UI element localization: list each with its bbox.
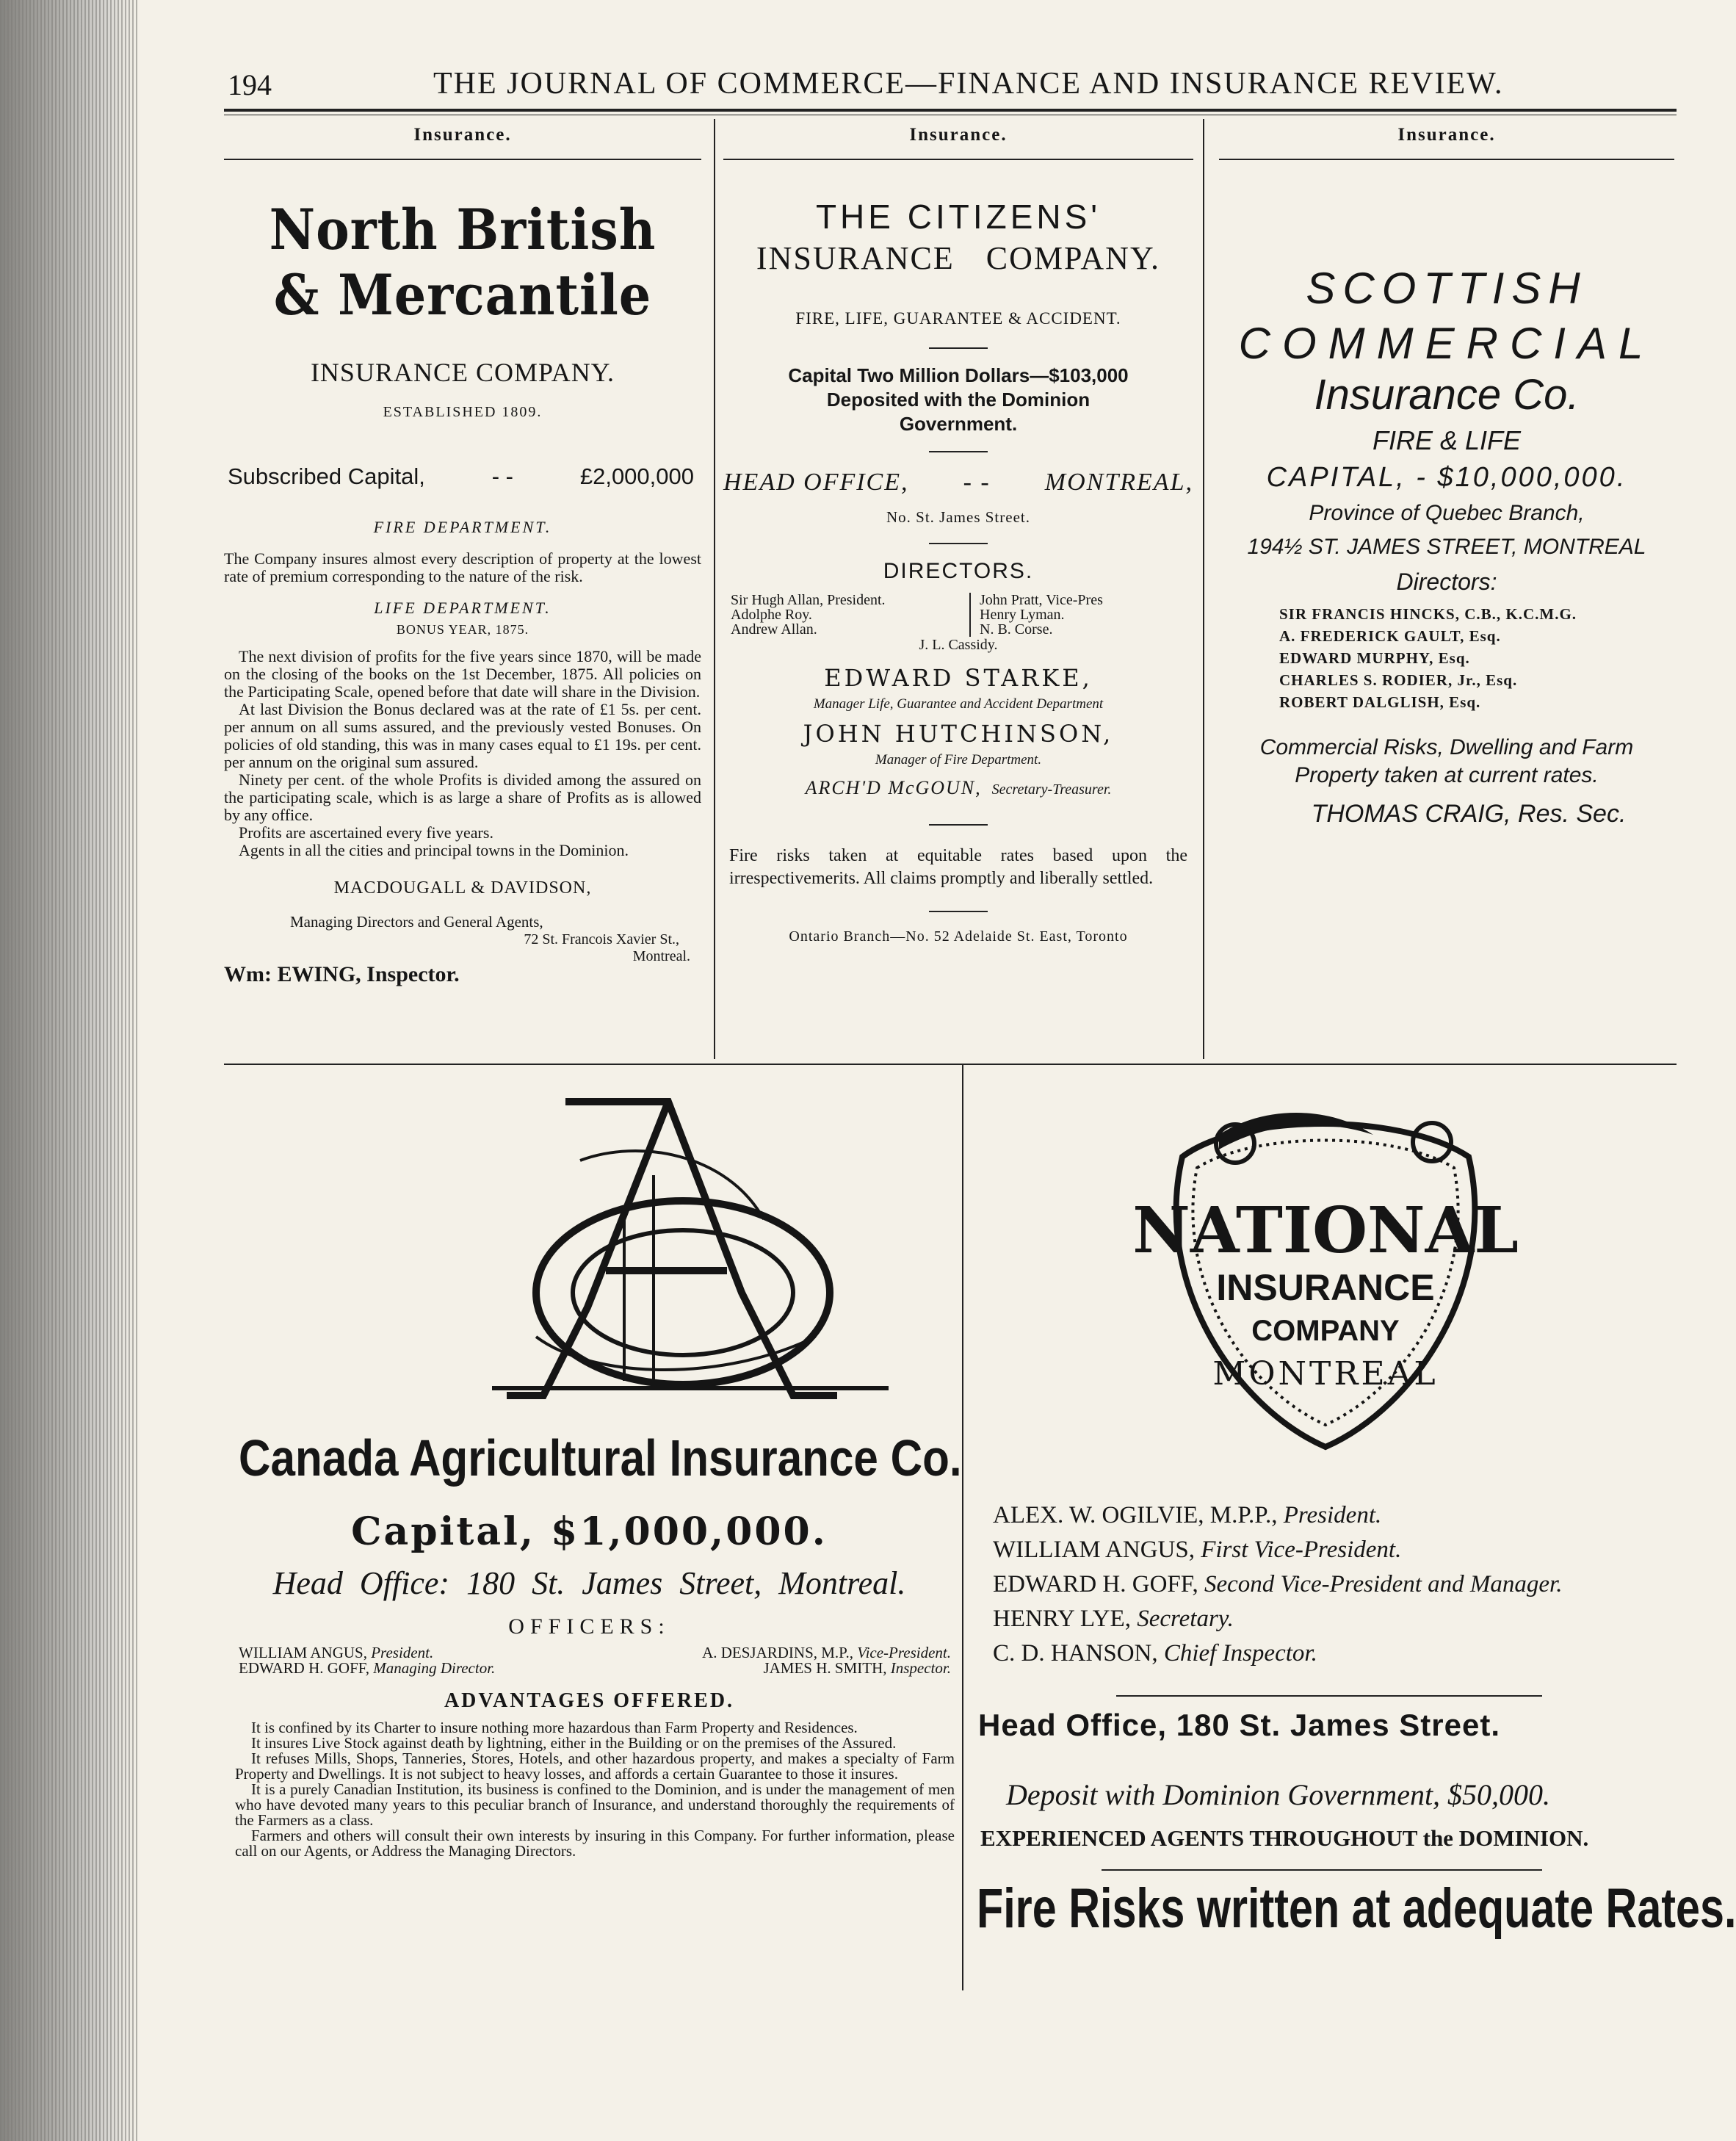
- logo-text-montreal: MONTREAL: [1212, 1355, 1439, 1393]
- directors-label: Directors:: [1396, 568, 1497, 595]
- divider: [1116, 1695, 1542, 1697]
- company-subtitle: INSURANCE COMPANY.: [310, 358, 615, 387]
- column-heading: Insurance.: [1397, 125, 1496, 145]
- fire-department-heading: FIRE DEPARTMENT.: [373, 518, 552, 536]
- heading-rule: [1219, 159, 1674, 160]
- bonus-year: BONUS YEAR, 1875.: [396, 622, 529, 637]
- divider: [929, 824, 988, 826]
- national-fire-risks: Fire Risks written at adequate Rates.: [977, 1877, 1736, 1940]
- scottish-title: SCOTTISH: [1306, 264, 1588, 313]
- officer-role: President.: [1283, 1502, 1382, 1528]
- insurance-co: Insurance Co.: [1314, 371, 1580, 419]
- journal-title: THE JOURNAL OF COMMERCE—FINANCE AND INSURANCE REVIEW.: [433, 67, 1504, 101]
- director: J. L. Cassidy.: [919, 637, 998, 653]
- scottish-directors: [1219, 603, 1674, 713]
- managers-city: Montreal.: [632, 948, 690, 964]
- established-year: ESTABLISHED 1809.: [383, 404, 543, 420]
- column-divider: [714, 119, 715, 1059]
- officer-role: President.: [371, 1644, 434, 1661]
- capital-line: Government.: [899, 413, 1018, 435]
- advantage-item: It insures Live Stock against death by lightning, either in the Building or on the premises of the Assured.: [251, 1734, 897, 1752]
- divider: [929, 451, 988, 452]
- mcgoun-name: ARCH'D McGOUN,: [805, 777, 982, 798]
- fire-department-text: The Company insures almost every description of property at the lowest rate of premium corresponding to the nature of the risk.: [224, 549, 701, 585]
- officer-role: Inspector.: [890, 1659, 951, 1677]
- officer-role: Managing Director.: [373, 1659, 496, 1677]
- logo-text-national: NATIONAL: [1132, 1194, 1519, 1268]
- secretary-treasurer: [723, 777, 1193, 799]
- directors-heading: DIRECTORS.: [883, 559, 1034, 583]
- officer: [239, 1661, 495, 1676]
- manager-hutchinson: JOHN HUTCHINSON,: [803, 720, 1114, 748]
- resident-secretary: THOMAS CRAIG, Res. Sec.: [1311, 800, 1627, 828]
- subscribed-capital: [224, 463, 701, 490]
- lines-of-business: FIRE, LIFE, GUARANTEE & ACCIDENT.: [795, 309, 1121, 328]
- divider: [929, 347, 988, 349]
- advantage-item: Farmers and others will consult their own interests by insuring in this Company. For further information, please call on our Agents, or Address the Managing Directors.: [235, 1827, 955, 1860]
- manager-starke: EDWARD STARKE,: [824, 664, 1093, 692]
- citizens-subtitle: INSURANCE COMPANY.: [756, 240, 1161, 276]
- canada-capital: Capital, $1,000,000.: [351, 1509, 828, 1554]
- risks-line: Property taken at current rates.: [1295, 763, 1599, 787]
- north-british-ad: [224, 125, 701, 987]
- advantage-item: It is a purely Canadian Institution, its business is confined to the Dominion, and is under the management of men who have devoted many years to this peculiar branch of Insurance, and understand thoroughly the requirements of the Farmers as a class.: [235, 1780, 955, 1829]
- life-department-heading: LIFE DEPARTMENT.: [374, 599, 551, 617]
- mcgoun-role: Secretary-Treasurer.: [991, 781, 1112, 798]
- heading-rule: [224, 159, 701, 160]
- head-office-label: HEAD OFFICE,: [723, 469, 909, 496]
- advantages-list: [235, 1720, 955, 1859]
- director: A. FREDERICK GAULT, Esq.: [1279, 627, 1501, 645]
- capital-amount: CAPITAL, - $10,000,000.: [1266, 462, 1627, 493]
- column-heading: Insurance.: [909, 125, 1008, 145]
- citizens-ad: [723, 125, 1193, 945]
- head-office-city: MONTREAL,: [1044, 469, 1193, 496]
- director: CHARLES S. RODIER, Jr., Esq.: [1279, 671, 1518, 689]
- citizens-title: THE CITIZENS': [815, 198, 1102, 236]
- national-officers: [993, 1498, 1676, 1671]
- director: N. B. Corse.: [980, 621, 1053, 638]
- officer-name: JAMES H. SMITH,: [763, 1659, 887, 1677]
- bonus-paragraph: At last Division the Bonus declared was at the rate of £1 5s. per cent. per annum on all sums assured, and the previously vested Bonuses. On policies of old standing, this was in many cases equal to £1 19s. per cent. per annum on the original sum assured.: [224, 700, 701, 771]
- managers-address: 72 St. Francois Xavier St.,: [524, 931, 679, 947]
- canada-head-office: Head Office: 180 St. James Street, Montreal.: [272, 1565, 906, 1601]
- officer-name: WILLIAM ANGUS,: [239, 1644, 367, 1661]
- risks-line: Commercial Risks, Dwelling and Farm: [1259, 735, 1634, 759]
- canada-agricultural-title: Canada Agricultural Insurance Co.: [239, 1429, 962, 1487]
- capital-line: Deposited with the Dominion: [826, 389, 1091, 411]
- head-office-dashes: - -: [963, 469, 991, 496]
- capital-line: Capital Two Million Dollars—$103,000: [788, 364, 1129, 386]
- office-street: No. St. James Street.: [886, 508, 1030, 526]
- director: SIR FRANCIS HINCKS, C.B., K.C.M.G.: [1279, 605, 1577, 623]
- directors-right: [971, 593, 1103, 637]
- fire-and-life: FIRE & LIFE: [1372, 425, 1522, 455]
- fire-risks-text: Fire risks taken at equitable rates based upon the irrespectivemerits. All claims promptly and liberally settled.: [729, 846, 1187, 888]
- managers-role: Managing Directors and General Agents,: [290, 913, 543, 931]
- column-divider: [1203, 119, 1204, 1059]
- directors-left: [723, 593, 971, 637]
- divider: [929, 543, 988, 544]
- logo-text-company: COMPANY: [1251, 1315, 1400, 1347]
- officer: [702, 1645, 951, 1661]
- officer-role: Vice-President.: [857, 1644, 951, 1661]
- officer: [993, 1498, 1676, 1533]
- officer-role: First Vice-President.: [1201, 1537, 1402, 1563]
- officer-name: EDWARD H. GOFF,: [239, 1659, 369, 1677]
- hutchinson-role: Manager of Fire Department.: [875, 752, 1042, 768]
- director: EDWARD MURPHY, Esq.: [1279, 649, 1470, 667]
- branch-address: 194½ ST. JAMES STREET, MONTREAL: [1247, 535, 1646, 559]
- officers-heading: OFFICERS:: [508, 1614, 670, 1639]
- national-deposit: Deposit with Dominion Government, $50,000.: [1006, 1778, 1551, 1811]
- officer-name: WILLIAM ANGUS,: [993, 1537, 1195, 1563]
- officer-name: ALEX. W. OGILVIE, M.P.P.,: [993, 1502, 1278, 1528]
- logo-text-insurance: INSURANCE: [1216, 1267, 1435, 1308]
- officer-name: A. DESJARDINS, M.P.,: [702, 1644, 854, 1661]
- inspector-name: Wm: EWING, Inspector.: [224, 962, 460, 986]
- profits-paragraph: The next division of profits for the five years since 1870, will be made on the closing of the books on the 1st December, 1875. All policies on the Participating Scale, opened before that date will share in the Division.: [224, 647, 701, 701]
- advantage-item: It is confined by its Charter to insure nothing more hazardous than Farm Property and Residences.: [251, 1719, 858, 1736]
- heading-rule: [723, 159, 1193, 160]
- officer: [993, 1636, 1676, 1671]
- commercial-title: COMMERCIAL: [1238, 319, 1655, 368]
- capital-value: £2,000,000: [579, 463, 694, 489]
- quebec-branch: Province of Quebec Branch,: [1309, 501, 1585, 525]
- officer: [239, 1645, 433, 1661]
- officer: [993, 1567, 1676, 1602]
- agents-paragraph: Agents in all the cities and principal towns in the Dominion.: [239, 841, 629, 859]
- capital-statement: [723, 364, 1193, 436]
- officer: [993, 1602, 1676, 1636]
- scottish-commercial-ad: [1219, 125, 1674, 828]
- page-number: 194: [228, 68, 272, 101]
- national-shield-logo: [1132, 1098, 1519, 1458]
- column-divider: [962, 1065, 963, 1990]
- officer-name: EDWARD H. GOFF,: [993, 1571, 1198, 1597]
- national-agents: EXPERIENCED AGENTS THROUGHOUT the DOMINION.: [980, 1825, 1589, 1851]
- national-head-office: Head Office, 180 St. James Street.: [978, 1708, 1500, 1742]
- column-heading: Insurance.: [413, 125, 512, 145]
- officer-name: C. D. HANSON,: [993, 1640, 1158, 1667]
- head-office: [723, 469, 1193, 497]
- header-rule: [224, 109, 1677, 112]
- officer: [763, 1661, 951, 1676]
- advantage-item: It refuses Mills, Shops, Tanneries, Stores, Hotels, and other hazardous property, and makes a specialty of Farm Property and Dwellings. It is not subject to heavy losses, and affords a certain Guarantee to those it insures.: [235, 1750, 955, 1783]
- officer-role: Second Vice-President and Manager.: [1204, 1571, 1563, 1597]
- monogram-logo: [448, 1072, 918, 1418]
- binding-edge: [0, 0, 140, 2141]
- profits-ascertained: Profits are ascertained every five years.: [239, 823, 493, 842]
- director: John Pratt, Vice-Pres: [980, 592, 1103, 608]
- divider: [929, 911, 988, 912]
- officer-role: Chief Inspector.: [1163, 1640, 1317, 1667]
- profit-share-paragraph: Ninety per cent. of the whole Profits is divided among the assured on the participating scale, which is as large a share of Profits as is allowed by any office.: [224, 770, 701, 824]
- capital-dashes: - -: [491, 463, 513, 489]
- directors-list: [723, 593, 1193, 637]
- officer-role: Secretary.: [1137, 1606, 1234, 1632]
- officer-name: HENRY LYE,: [993, 1606, 1131, 1632]
- company-name: North British & Mercantile: [269, 197, 657, 328]
- director: Adolphe Roy.: [731, 607, 812, 623]
- ontario-branch: Ontario Branch—No. 52 Adelaide St. East, Toronto: [789, 928, 1128, 945]
- starke-role: Manager Life, Guarantee and Accident Department: [813, 696, 1104, 712]
- canada-officers: [239, 1645, 951, 1676]
- section-rule: [224, 1064, 1677, 1065]
- director: ROBERT DALGLISH, Esq.: [1279, 693, 1481, 711]
- director: Sir Hugh Allan, President.: [731, 592, 886, 608]
- officer: [993, 1533, 1676, 1567]
- managers-name: MACDOUGALL & DAVIDSON,: [333, 878, 592, 898]
- director: Andrew Allan.: [731, 621, 817, 638]
- director: Henry Lyman.: [980, 607, 1065, 623]
- advantages-heading: ADVANTAGES OFFERED.: [444, 1689, 735, 1712]
- divider: [1102, 1869, 1542, 1871]
- capital-label: Subscribed Capital,: [228, 463, 425, 489]
